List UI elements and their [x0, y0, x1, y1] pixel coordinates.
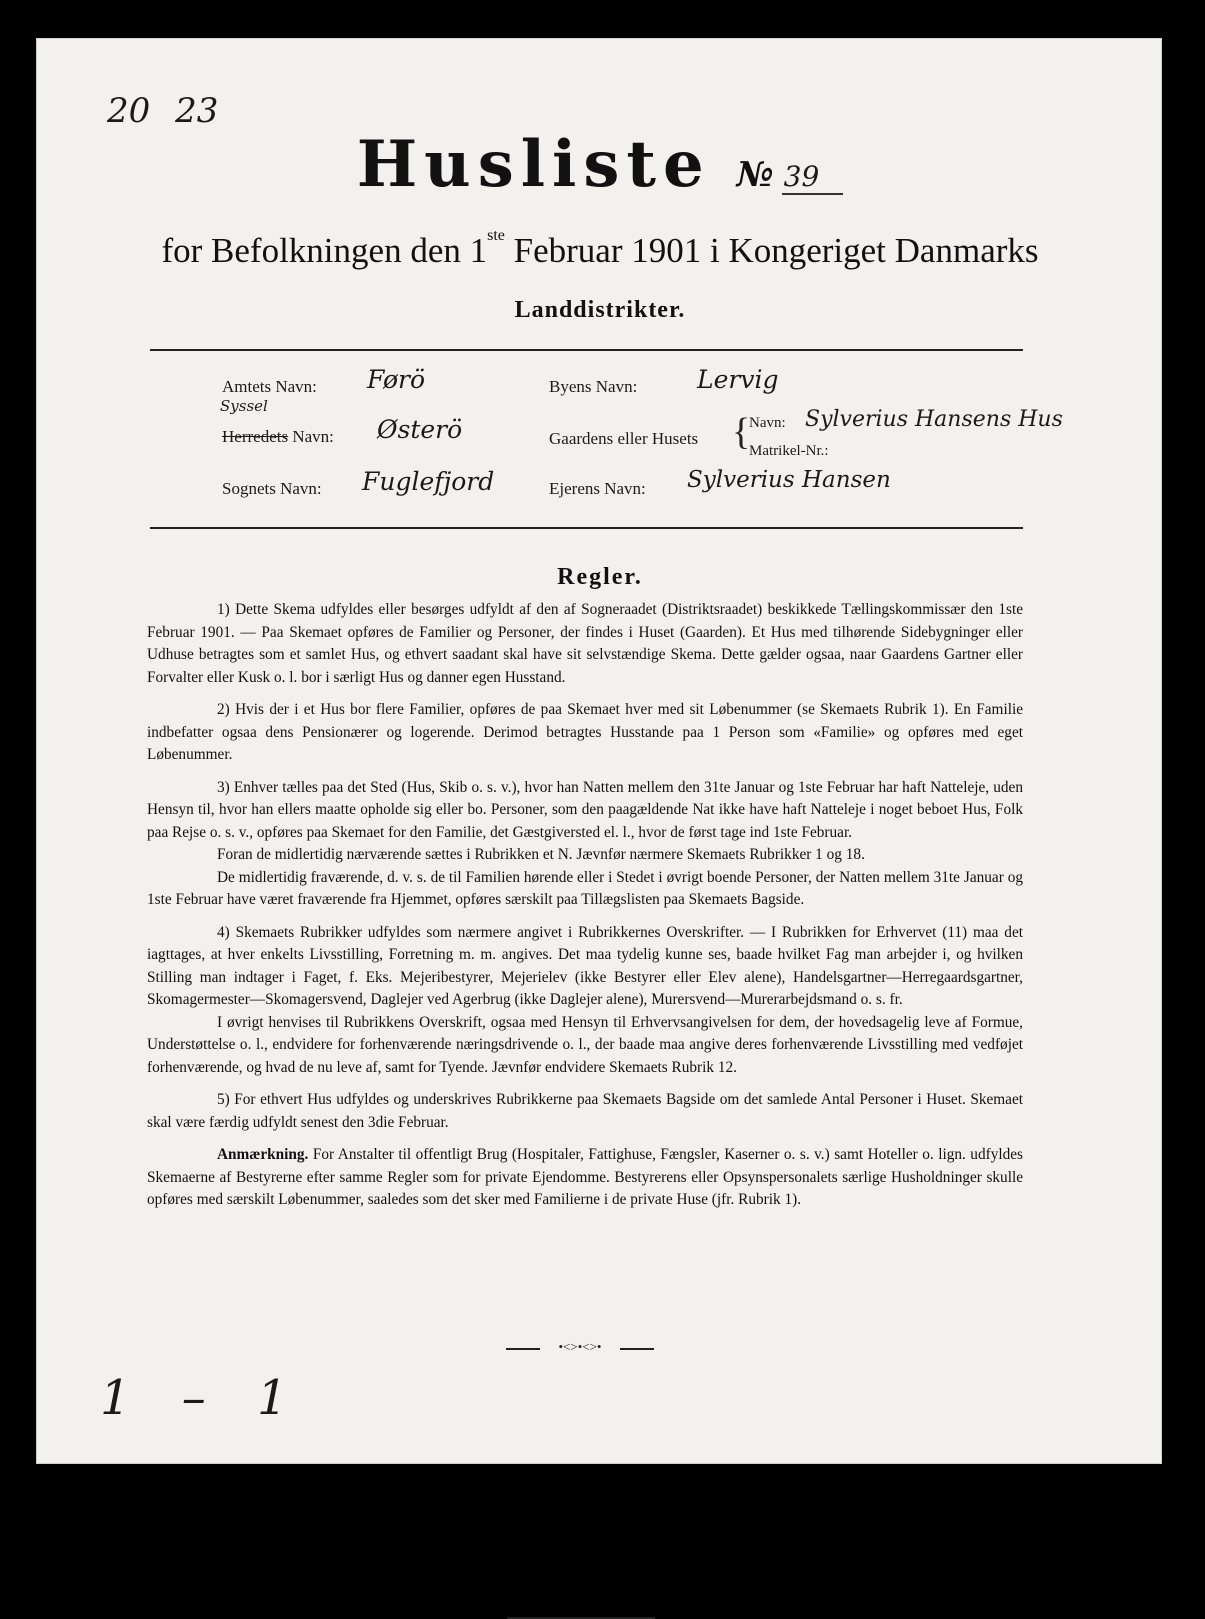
note-paragraph: [147, 1144, 1023, 1212]
gaard-navn-label: Navn:: [749, 415, 786, 431]
gaard-label: Gaardens eller Husets: [549, 429, 699, 448]
top-rule: [150, 349, 1023, 351]
subtitle-part2: Februar 1901 i Kongeriget Danmarks: [504, 231, 1039, 270]
title-text: Husliste: [356, 127, 711, 202]
form-title: [37, 127, 1163, 202]
amt-label: Amtets Navn:: [222, 377, 317, 396]
ornament-mark: •<>•<>•: [540, 1339, 620, 1355]
subtitle-sup: ste: [487, 227, 505, 244]
amt-value: Førö: [367, 365, 426, 394]
ejer-value: Sylverius Hansen: [687, 467, 891, 493]
rule-paragraph-3c: De midlertidig fraværende, d. v. s. de til Familien hørende eller i Stedet i øvrigt boende Personer, der Natten mellem 31te Januar og 1ste Februar have været fraværende fra Hjemmet, opføres særskilt paa Tillægslisten paa Skemaets Bagside.: [147, 868, 1023, 908]
herred-struck-word: Herredets: [222, 427, 289, 446]
rule-paragraph-2: 2) Hvis der i et Hus bor flere Familier, opføres de paa Skemaet hver med sit Løbenummer (se Skemaets Rubrik 1). En Familie indbefatter ogsaa dens Pensionærer og logerende. Derimod betragtes Husstande paa 1 Person som «Familie» og opføres med eget Løbenummer.: [147, 701, 1023, 763]
rule-paragraph-3: 3) Enhver tælles paa det Sted (Hus, Skib o. s. v.), hvor han Natten mellem den 31te Januar og 1ste Februar har haft Natteleje, uden Hensyn til, hvor han ellers maatte opholde sig eller bo. Personer, som den paagældende Nat ikke have haft Natteleje i noget beboet Hus, Folk paa Rejse o. s. v., opføres paa Skemaet for den Familie, det Gæstgiversted el. l., hvor de først tage ind 1ste Februar.: [147, 778, 1023, 841]
herred-label: [222, 427, 334, 447]
corner-number: 20: [107, 91, 151, 131]
rule-paragraph-5: 5) For ethvert Hus udfyldes og underskrives Rubrikkerne paa Skemaets Bagside om det samlede Antal Personer i Huset. Skemaet skal være færdig udfyldt senest den 3die Februar.: [147, 1091, 1023, 1131]
brace-glyph: {: [732, 411, 751, 453]
corner-number: 23: [175, 91, 219, 131]
rule-paragraph-4: 4) Skemaets Rubrikker udfyldes som nærmere angivet i Rubrikkernes Overskrifter. — I Rubrikken for Erhvervet (11) maa det iagttages, at hver enkelts Livsstilling, Forretning m. m. angives. Det maa tydelig kunne ses, baade hvilket Fag man arbejder i, og hvilken Stilling man indtager i Faget, f. Eks. Mejeribestyrer, Mejerielev (ikke Bestyrer eller Elev alene), Handelsgartner—Herregaardsgartner, Skomagermester—Skomagersvend, Daglejer ved Agerbrug (ikke Daglejer alene), Murersvend—Murerarbejdsmand o. s. fr.: [147, 923, 1023, 1008]
list-number: 39: [782, 160, 844, 195]
by-value: Lervig: [697, 365, 779, 394]
subtitle-part1: for Befolkningen den 1: [161, 231, 488, 270]
sogn-label: Sognets Navn:: [222, 479, 322, 498]
rules-heading: Regler.: [557, 564, 643, 590]
handwritten-bottom-mark: 1 – 1: [100, 1370, 306, 1426]
rule-paragraph-3b: Foran de midlertidig nærværende sættes i Rubrikken et N. Jævnfør nærmere Skemaets Rubrikker 1 og 18.: [217, 846, 865, 863]
by-label: Byens Navn:: [549, 377, 638, 396]
census-form-page: [36, 38, 1162, 1464]
rule-paragraph-1: 1) Dette Skema udfyldes eller besørges udfyldt af den af Sogneraadet (Distriktsraadet) beskikkede Tællingskommissær den 1ste Februar 1901. — Paa Skemaet opføres de Familier og Personer, der findes i Huset (Gaarden). Et Hus med tilhørende Sidebygninger eller Udhuse betragtes som et samlet Hus, og ethvert saadant skal have sit selvstændige Skema. Dette gælder ogsaa, naar Gaardens Gartner eller Forvalter eller Kusk o. l. bor i særligt Hus og danner egen Husstand.: [147, 601, 1023, 686]
herred-value: Østerö: [377, 415, 463, 444]
form-subtitle: [37, 227, 1163, 271]
ejer-label: Ejerens Navn:: [549, 479, 646, 498]
mid-rule: [150, 527, 1023, 529]
form-subtitle-2: Landdistrikter.: [514, 297, 686, 323]
herred-label-rest: Navn:: [292, 427, 334, 446]
number-label: №: [736, 155, 774, 195]
rules-body: [147, 599, 1023, 1222]
matrikel-label: Matrikel-Nr.:: [749, 443, 829, 459]
corner-numbers: [107, 91, 232, 131]
gaard-navn-value: Sylverius Hansens Hus: [805, 407, 1063, 432]
sogn-value: Fuglefjord: [362, 467, 495, 496]
note-label: Anmærkning.: [217, 1146, 309, 1163]
note-text: For Anstalter til offentligt Brug (Hospitaler, Fattighuse, Fængsler, Kaserner o. s. v.) samt Hoteller o. lign. udfyldes Skemaerne af Bestyrerne efter samme Regler som for private Ejendomme. Bestyrerens eller Opsynspersonalets særlige Husholdninger skulle opføres med særskilt Løbenummer, saaledes som det sker med Familierne i de private Huse (jfr. Rubrik 1).: [147, 1146, 1023, 1208]
rule-paragraph-4b: I øvrigt henvises til Rubrikkens Overskrift, ogsaa med Hensyn til Erhvervsangivelsen for dem, der hovedsagelig leve af Formue, Understøttelse o. l., endvidere for forhenværende næringsdrivende o. l., der baade maa angive deres forhenværende Livsstilling med vedføjet forhenværende, og hvad de nu leve af, samt for Tyende. Jævnfør endvidere Skemaets Rubrik 12.: [147, 1013, 1023, 1076]
herred-correction: Syssel: [220, 397, 268, 415]
